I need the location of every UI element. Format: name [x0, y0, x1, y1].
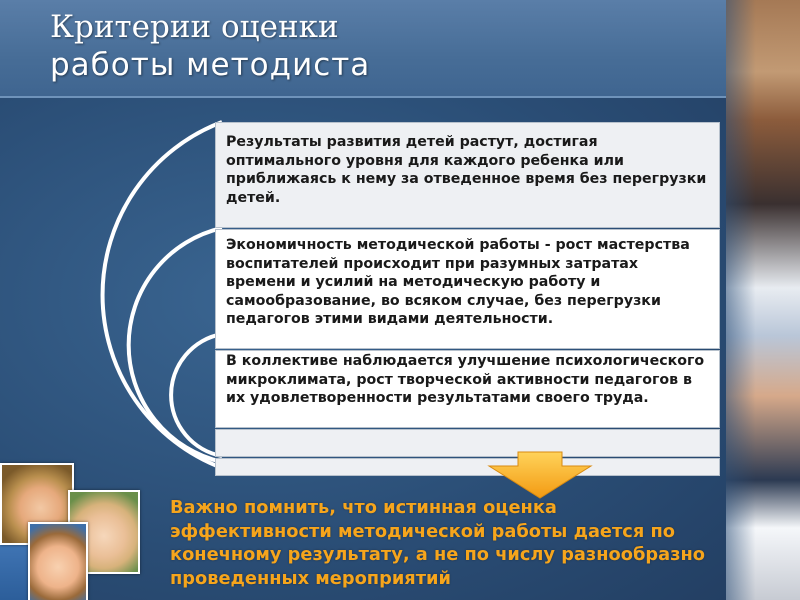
title-line-2: работы методиста	[50, 47, 371, 83]
criterion-text: Экономичность методической работы - рост мастерства воспитателей происходит при разумных затратах времени и усилий на методическую работу и самообразование, во всяком случае, без перегрузки педагогов этими видами деятельности.	[226, 237, 690, 328]
down-arrow-icon	[485, 450, 595, 500]
criterion-box	[215, 122, 720, 228]
arc-middle	[129, 228, 222, 462]
empty-box	[215, 458, 720, 476]
empty-box	[215, 429, 720, 457]
important-note: Важно помнить, что истинная оценка эффективности методической работы дается по конечному результату, а не по числу разнообразно проведенных мероприятий	[170, 497, 705, 589]
criterion-text: Результаты развития детей растут, достигая оптимального уровня для каждого ребенка или приближаясь к нему за отведенное время без перегрузки детей.	[226, 134, 707, 206]
criterion-box	[215, 350, 720, 428]
criterion-text: В коллективе наблюдается улучшение психологического микроклимата, рост творческой активности педагогов в их удовлетворенности результатами своего труда.	[226, 353, 705, 407]
criterion-box	[215, 229, 720, 349]
title-line-1: Критерии оценки	[50, 9, 339, 45]
arc-outer	[103, 122, 222, 468]
child-photo	[28, 522, 88, 600]
